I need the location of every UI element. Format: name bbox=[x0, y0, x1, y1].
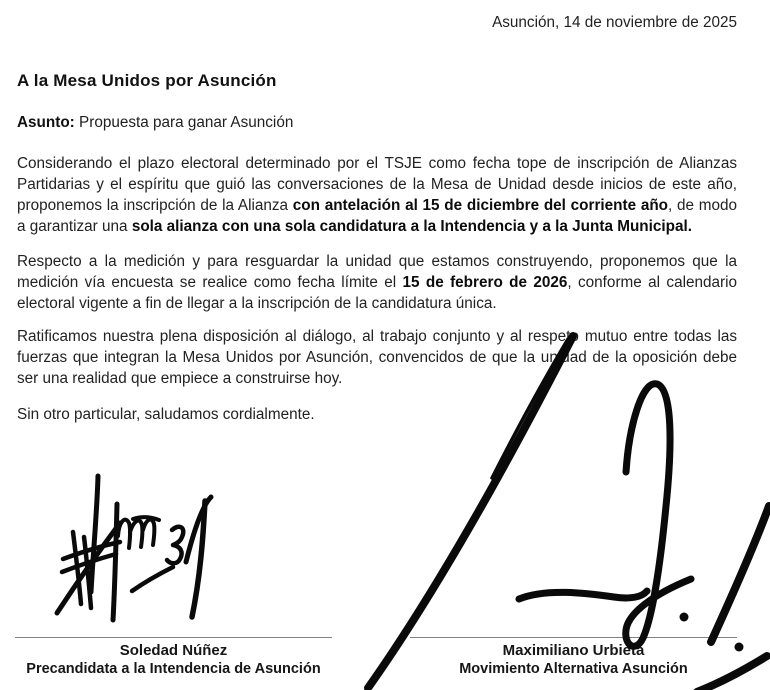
subject-line bbox=[17, 113, 737, 133]
paragraph-run-bold: sola alianza con una sola candidatura a la Intendencia y a la Junta Municipal. bbox=[131, 218, 693, 235]
signer-name-left: Soledad Núñez bbox=[119, 642, 228, 659]
paragraph-ratification: Ratificamos nuestra plena disposición al diálogo, al trabajo conjunto y al respeto mutuo entre todas las fuerzas que integran la Mesa Unidos por Asunción, convencidos de que la unidad de la oposición debe ser una realidad que empiece a construirse hoy. bbox=[17, 328, 737, 387]
signer-title-left: Precandidata a la Intendencia de Asunción bbox=[26, 661, 321, 677]
signer-title-right: Movimiento Alternativa Asunción bbox=[459, 661, 688, 677]
paragraph-measurement bbox=[17, 251, 737, 314]
paragraph-run: , conforme al calendario electoral vigente a fin de llegar a la inscripción de la candidatura única. bbox=[17, 274, 738, 312]
paragraph-run: Considerando el plazo electoral determinado por el TSJE como fecha tope de inscripción de Alianzas Partidarias y el espíritu que guió las conversaciones de la Mesa de Unidad desde inicios de este año, proponemos la inscripción de la Alianza bbox=[17, 155, 737, 214]
closing-line: Sin otro particular, saludamos cordialmente. bbox=[17, 406, 315, 423]
recipient-heading: A la Mesa Unidos por Asunción bbox=[17, 71, 277, 90]
paragraph-alliance bbox=[17, 153, 737, 237]
paragraph-run-bold: con antelación al 15 de diciembre del corriente año bbox=[292, 197, 669, 214]
paragraph-run-bold: 15 de febrero de 2026 bbox=[402, 274, 568, 291]
paragraph-run: Respecto a la medición y para resguardar la unidad que estamos construyendo, proponemos que la medición vía encuesta se realice como fecha límite el bbox=[17, 253, 737, 291]
signature-block-left bbox=[15, 637, 332, 679]
signer-name-right: Maximiliano Urbieta bbox=[502, 642, 645, 659]
subject-text: Propuesta para ganar Asunción bbox=[79, 114, 294, 131]
date-line: Asunción, 14 de noviembre de 2025 bbox=[492, 14, 737, 31]
subject-label: Asunto: bbox=[17, 114, 75, 131]
signature-block-right bbox=[410, 637, 737, 679]
paragraph-run: , de modo a garantizar una bbox=[17, 197, 737, 235]
